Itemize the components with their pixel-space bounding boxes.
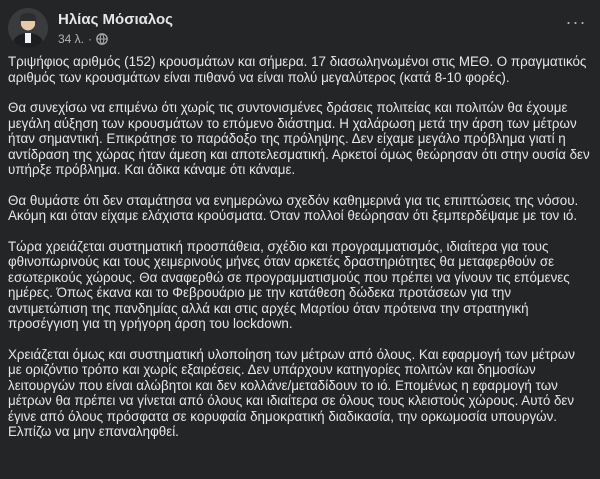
more-options-icon[interactable]: ··· xyxy=(565,11,587,32)
post-paragraph: Χρειάζεται όμως και συστηματική υλοποίηση των μέτρων από όλους. Και εφαρμογή των μέτρων με οριζόντιο τρόπο και χωρίς εξαιρέσεις. Δεν υπάρχουν κατηγορίες πολιτών και δημοσίων λειτουργών που είναι αλώβητοι και δεν κολλάνε/μεταδίδουν το ιό. Επομένως η εφαρμογή των μέτρων θα πρέπει να γίνεται από όλους και ιδιαίτερα σε όλους τους κλειστούς χώρους. Αυτό δεν έγινε από όλους πρόσφατα σε κορυφαία δημοκρατική διαδικασία, την ορκωμοσία υπουργών. Ελπίζω να μην επαναληφθεί. xyxy=(8,346,575,439)
avatar-hair xyxy=(20,13,36,21)
avatar-collar xyxy=(25,33,31,43)
post-meta xyxy=(58,8,173,46)
post-body xyxy=(8,54,590,440)
author-name[interactable]: Ηλίας Μόσιαλος xyxy=(58,11,173,28)
post-header xyxy=(8,8,590,52)
post-paragraph: Θα θυμάστε ότι δεν σταμάτησα να ενημερώνω σχεδόν καθημερινά για τις επιπτώσεις της νόσου. Ακόμη και όταν είχαμε ελάχιστα κρούσματα. Όταν πολλοί θεώρησαν ότι ξεμπερδέψαμε με τον ιό. xyxy=(8,192,579,223)
post-timestamp[interactable]: 34 λ. xyxy=(58,32,85,46)
post-subline xyxy=(58,32,173,46)
post-paragraph: Τριψήφιος αριθμός (152) κρουσμάτων και σήμερα. 17 διασωληνωμένοι στις ΜΕΘ. Ο πραγματικός αριθμός των κρουσμάτων είναι πιθανό να είναι πολύ μεγαλύτερος (κατά 8-10 φορές). xyxy=(8,54,587,85)
avatar[interactable] xyxy=(8,8,48,48)
post-paragraph: Θα συνεχίσω να επιμένω ότι χωρίς τις συντονισμένες δράσεις πολιτείας και πολιτών θα έχουμε μεγάλη αύξηση των κρουσμάτων το επόμενο διάστημα. Η χαλάρωση μετά την άρση των μέτρων ήταν σημαντική. Επικράτησε το παράδοξο της πρόληψης. Δεν είχαμε μεγάλο πρόβλημα γιατί η αντίδραση της χώρας ήταν άμεση και αποτελεσματική. Αρκετοί όμως θεώρησαν ότι στην ουσία δεν υπήρξε πρόβλημα. Και άδικα κάναμε ότι κάναμε. xyxy=(8,100,590,177)
post-paragraph: Τώρα χρειάζεται συστηματική προσπάθεια, σχέδιο και προγραμματισμός, ιδιαίτερα για τους φθινοπωρινούς και τους χειμερινούς μήνες όταν αρκετές δραστηριότητες θα μεταφερθούν σε εσωτερικούς χώρους. Θα αναφερθώ σε προγραμματισμούς που πρέπει να γίνουν τις επόμενες ημέρες. Όπως έκανα και το Φεβρουάριο με την κατάθεση δώδεκα προτάσεων για την αντιμετώπιση της πανδημίας αλλά και στις αρχές Μαρτίου όταν πρότεινα την στρατηγική προσέγγιση για τη γρήγορη άρση του lockdown. xyxy=(8,238,570,331)
separator-dot: · xyxy=(88,32,93,46)
globe-icon[interactable] xyxy=(96,33,108,45)
